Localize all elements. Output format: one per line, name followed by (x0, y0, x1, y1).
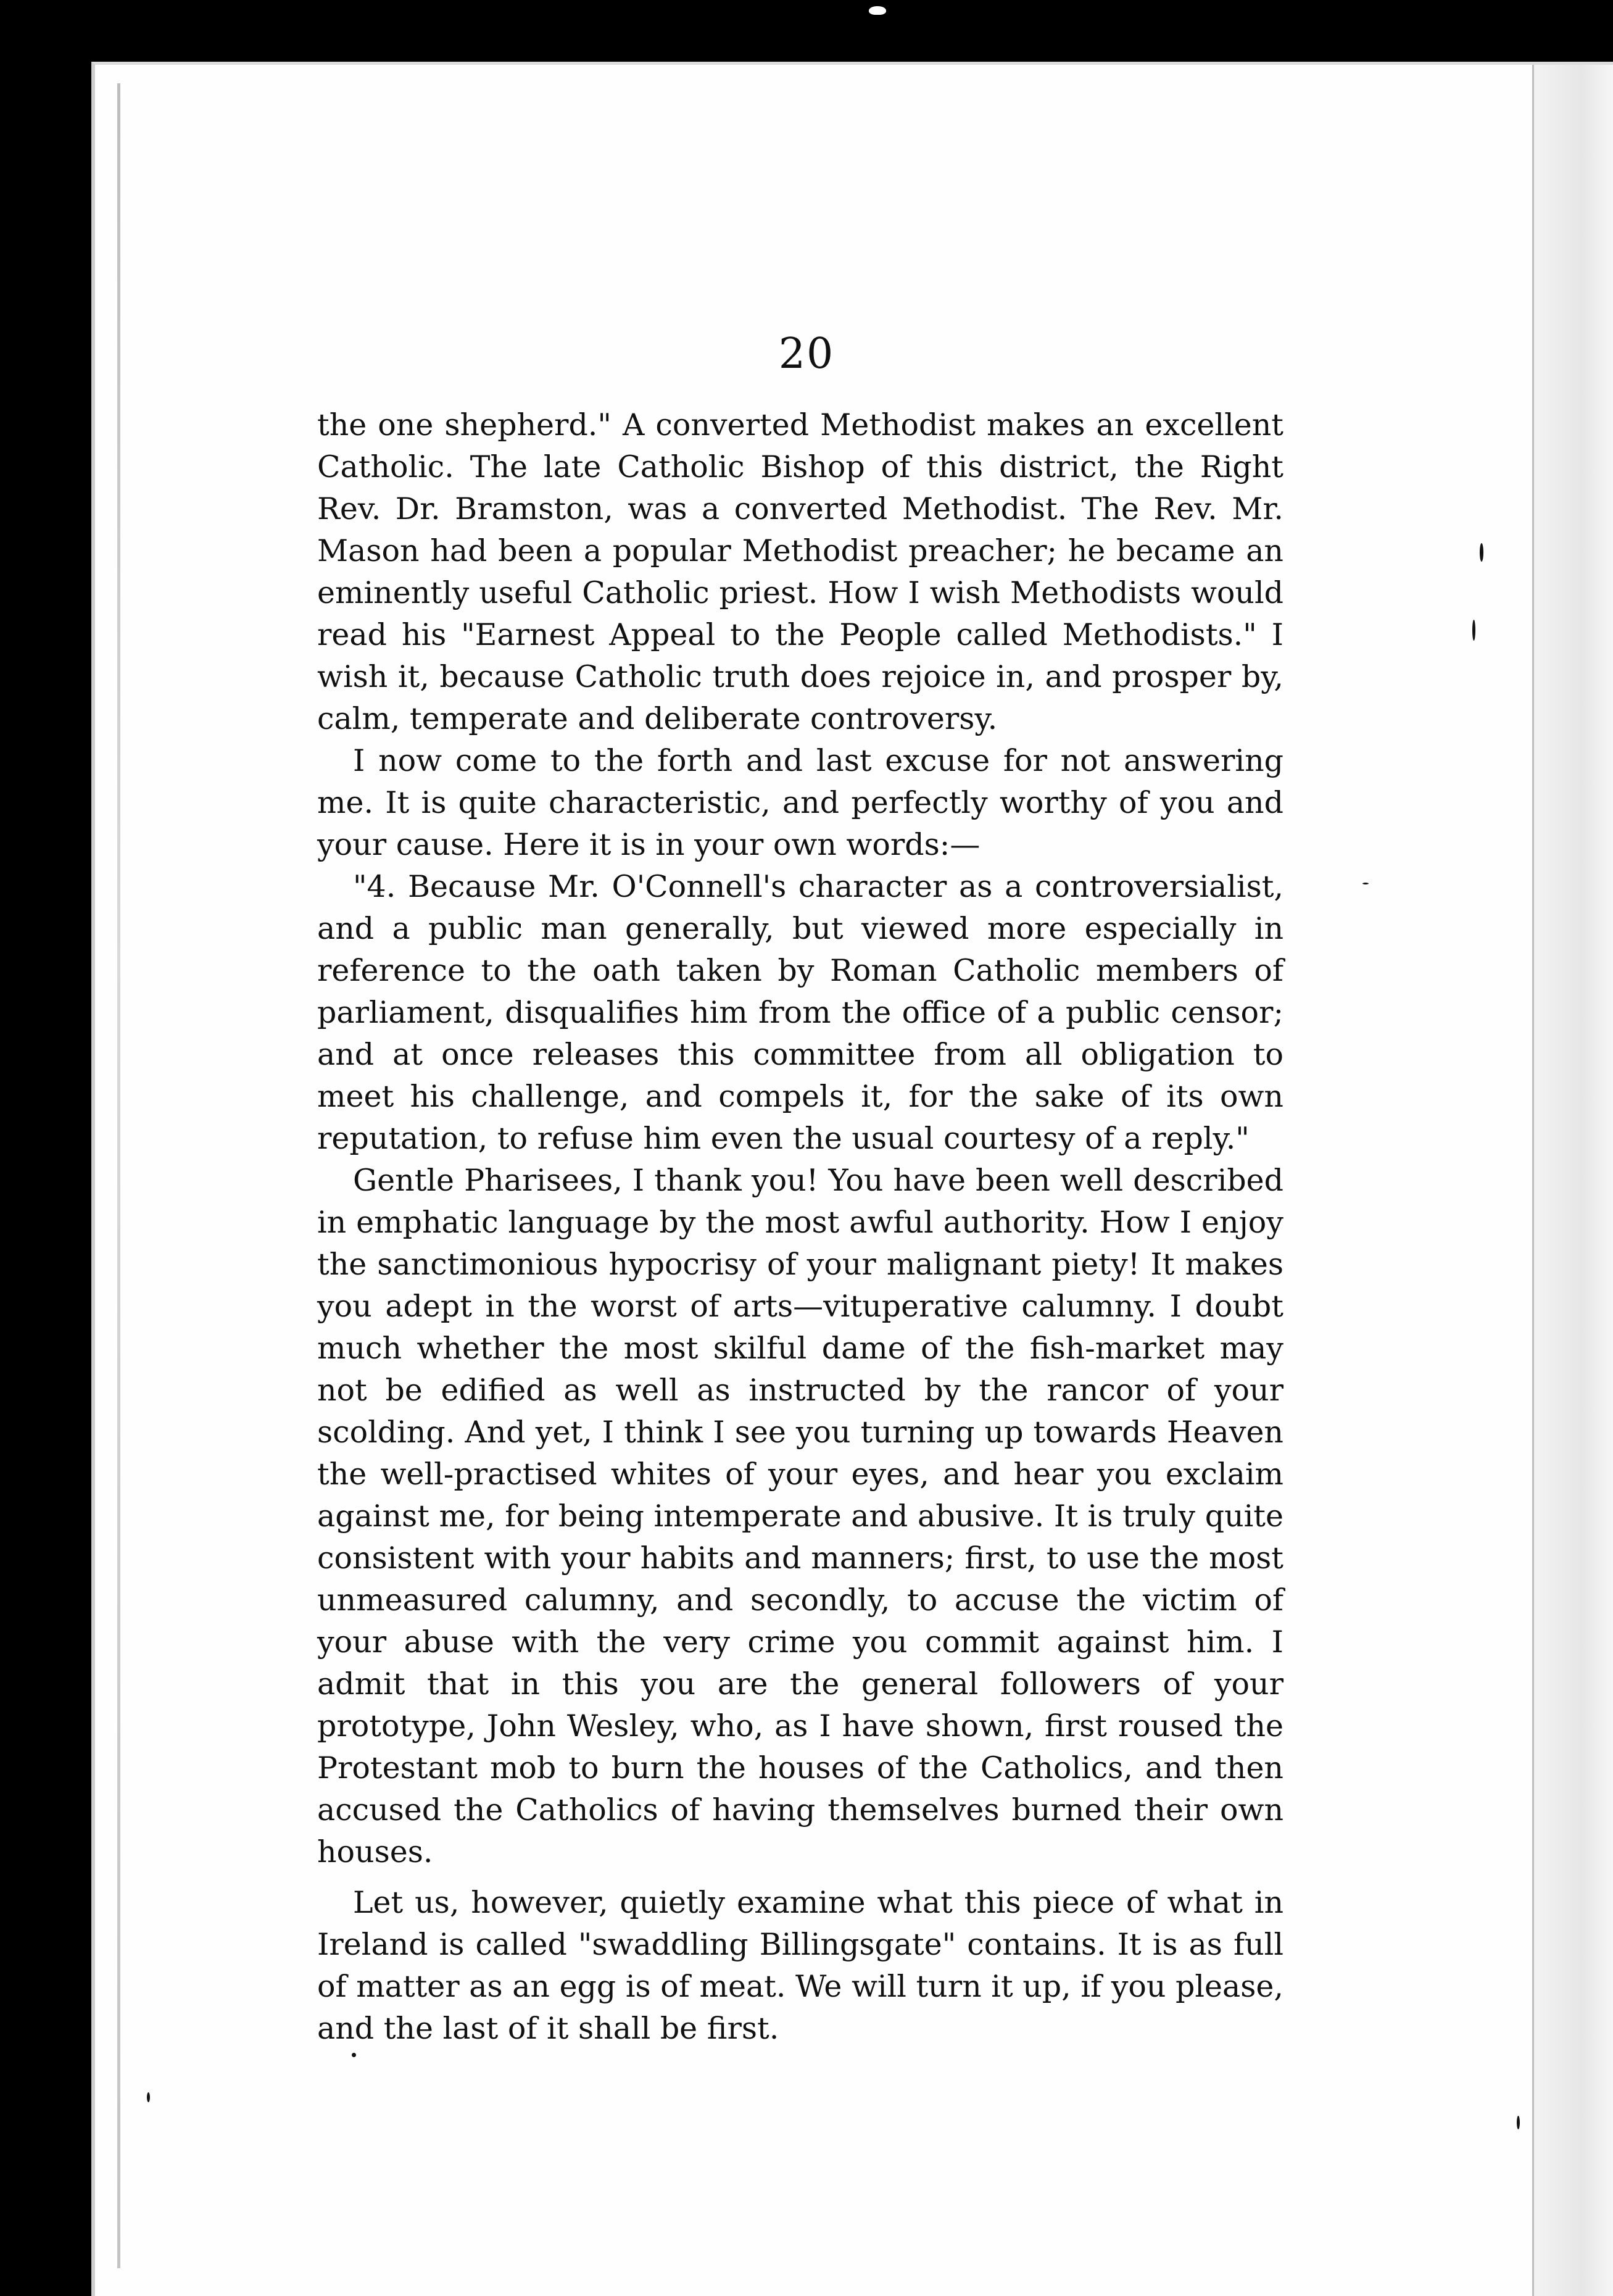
scan-artifact-mark (869, 6, 886, 15)
scan-speck (1517, 2116, 1520, 2129)
scan-speck (1472, 620, 1475, 641)
page-fold-line (117, 83, 120, 2268)
paragraph: I now come to the forth and last excuse for not answering me. It is quite characteristic, and perfectly worthy of you and your cause. Here it is in your own words:— (317, 743, 1283, 862)
paragraph: the one shepherd." A converted Methodist makes an excellent Catholic. The late Catholic Bishop of this district, the Right Rev. Dr. Bramston, was a converted Methodist. The Rev. Mr. Mason had been a popular Methodist preacher; he became an eminently useful Catholic priest. How I wish Methodists would read his "Earnest Appeal to the People called Methodists." I wish it, because Catholic truth does rejoice in, and prosper by, calm, temperate and deliberate controversy. (317, 407, 1283, 736)
adjacent-page-edge (1532, 65, 1613, 2296)
paragraph: Let us, however, quietly examine what this piece of what in Ireland is called "swaddling Billingsgate" contains. It is as full of matter as an egg is of meat. We will turn it up, if you please, and the last of it shall be first. (317, 1885, 1283, 2046)
scan-speck (1362, 883, 1369, 884)
body-text (317, 404, 1283, 2050)
scan-speck (352, 2053, 356, 2057)
page-number: 20 (778, 330, 835, 378)
scan-speck (147, 2092, 150, 2102)
scan-speck (1480, 543, 1483, 562)
paragraph: "4. Because Mr. O'Connell's character as a controversialist, and a public man generally, but viewed more especially in reference to the oath taken by Roman Catholic members of parliament, disqualifies him from the office of a public censor; and at once releases this committee from all obligation to meet his challenge, and compels it, for the sake of its own reputation, to refuse him even the usual courtesy of a reply." (317, 869, 1283, 1156)
paragraph: Gentle Pharisees, I thank you! You have been well described in emphatic language by the most awful authority. How I enjoy the sanctimonious hypocrisy of your malignant piety! It makes you adept in the worst of arts—vituperative calumny. I doubt much whether the most skilful dame of the fish-market may not be edified as well as instructed by the rancor of your scolding. And yet, I think I see you turning up towards Heaven the well-practised whites of your eyes, and hear you exclaim against me, for being intemperate and abusive. It is truly quite consistent with your habits and manners; first, to use the most unmeasured calumny, and secondly, to accuse the victim of your abuse with the very crime you commit against him. I admit that in this you are the general followers of your prototype, John Wesley, who, as I have shown, first roused the Protestant mob to burn the houses of the Catholics, and then accused the Catholics of having themselves burned their own houses. (317, 1163, 1283, 1870)
